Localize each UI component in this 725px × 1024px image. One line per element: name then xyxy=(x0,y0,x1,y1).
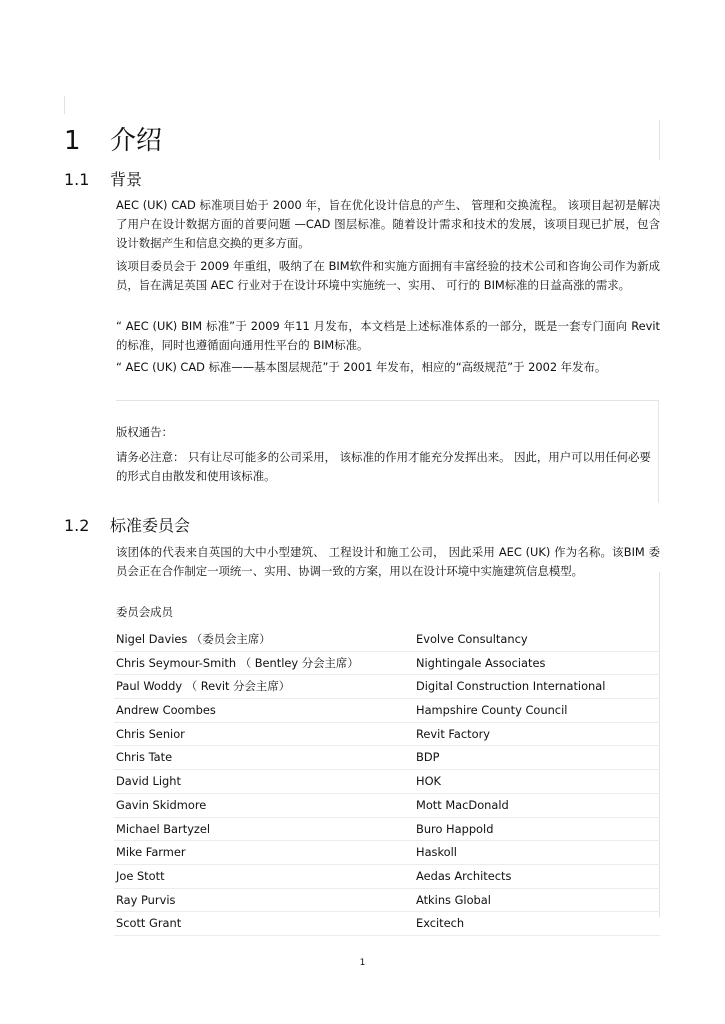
notice-title: 版权通告： xyxy=(116,425,173,439)
paragraph: 该项目委员会于 2009 年重组，吸纳了在 BIM软件和实施方面拥有丰富经验的技术公司和咨询公司作为新成员，旨在满足英国 AEC 行业对于在设计环境中实施统一、实用、 可行的 BIM标准的日益高涨的需求。 xyxy=(116,259,660,292)
member-organization: Atkins Global xyxy=(416,892,491,907)
margin-rule-right xyxy=(659,120,660,160)
member-name: Scott Grant xyxy=(116,916,182,931)
heading-committee xyxy=(64,515,190,537)
member-name: David Light xyxy=(116,774,181,789)
table-row xyxy=(114,628,660,652)
table-row xyxy=(114,723,660,747)
member-name: Michael Bartyzel xyxy=(116,821,211,836)
member-name: Gavin Skidmore xyxy=(116,797,207,812)
page-number: 1 xyxy=(359,958,366,968)
section-title: 标准委员会 xyxy=(110,516,191,535)
member-name: Chris Tate xyxy=(116,750,173,765)
member-organization: Evolve Consultancy xyxy=(416,632,528,646)
member-name: Chris Seymour-Smith （ Bentley 分会主席） xyxy=(116,655,359,670)
notice-text: 请务必注意： 只有让尽可能多的公司采用， 该标准的作用才能充分发挥出来。 因此，用户可以用任何必要的形式自由散发和使用该标准。 xyxy=(116,450,651,483)
heading-background xyxy=(64,169,142,191)
table-row xyxy=(114,841,660,865)
paragraph: “ AEC (UK) BIM 标准”于 2009 年11 月发布，本文档是上述标准体系的一部分，既是一套专门面向 Revit 的标准，同时也遵循面向通用性平台的 BIM标准。 xyxy=(116,319,660,352)
member-organization: Revit Factory xyxy=(416,726,491,741)
member-organization: Digital Construction International xyxy=(416,679,606,694)
table-row xyxy=(114,889,660,913)
paragraph: 该团体的代表来自英国的大中小型建筑、 工程设计和施工公司， 因此采用 AEC (UK) 作为名称。该BIM 委员会正在合作制定一项统一、实用、协调一致的方案，用以在设计环境中实施建筑信息模型。 xyxy=(116,545,660,578)
member-organization: Excitech xyxy=(416,916,465,931)
table-row xyxy=(114,818,660,842)
heading-number: 1 xyxy=(64,126,81,156)
table-row xyxy=(114,746,660,770)
member-organization: Buro Happold xyxy=(416,821,494,836)
table-row xyxy=(114,912,660,936)
member-organization: Hampshire County Council xyxy=(416,703,568,718)
section-title: 背景 xyxy=(110,170,143,189)
paragraph: AEC (UK) CAD 标准项目始于 2000 年，旨在优化设计信息的产生、 管理和交换流程。 该项目起初是解决了用户在设计数据方面的首要问题 —CAD 图层标准。随着设计需求和技术的发展，该项目现已扩展，包含设计数据产生和信息交换的更多方面。 xyxy=(116,198,660,250)
table-row xyxy=(114,652,660,676)
member-organization: Haskoll xyxy=(416,845,457,860)
members-label: 委员会成员 xyxy=(116,605,173,619)
table-row xyxy=(114,770,660,794)
member-name: Nigel Davies （委员会主席） xyxy=(116,632,271,646)
heading-title: 介绍 xyxy=(110,126,163,156)
heading-introduction xyxy=(64,124,162,158)
members-table xyxy=(114,628,660,936)
paragraph: “ AEC (UK) CAD 标准——基本图层规范”于 2001 年发布，相应的“高级规范”于 2002 年发布。 xyxy=(116,360,607,374)
member-organization: Nightingale Associates xyxy=(416,655,546,670)
table-row xyxy=(114,675,660,699)
table-row xyxy=(114,794,660,818)
member-name: Ray Purvis xyxy=(116,892,176,907)
copyright-notice xyxy=(116,400,659,503)
member-name: Chris Senior xyxy=(116,726,185,741)
section-number: 1.1 xyxy=(64,170,90,189)
member-organization: HOK xyxy=(416,774,442,789)
member-name: Joe Stott xyxy=(116,868,165,883)
table-row xyxy=(114,699,660,723)
section-number: 1.2 xyxy=(64,516,90,535)
member-organization: Aedas Architects xyxy=(416,868,512,883)
table-row xyxy=(114,865,660,889)
member-name: Mike Farmer xyxy=(116,845,186,860)
member-name: Paul Woddy （ Revit 分会主席） xyxy=(116,679,291,694)
member-organization: BDP xyxy=(416,750,440,765)
member-organization: Mott MacDonald xyxy=(416,797,509,812)
member-name: Andrew Coombes xyxy=(116,703,216,718)
margin-rule-left xyxy=(64,96,65,114)
